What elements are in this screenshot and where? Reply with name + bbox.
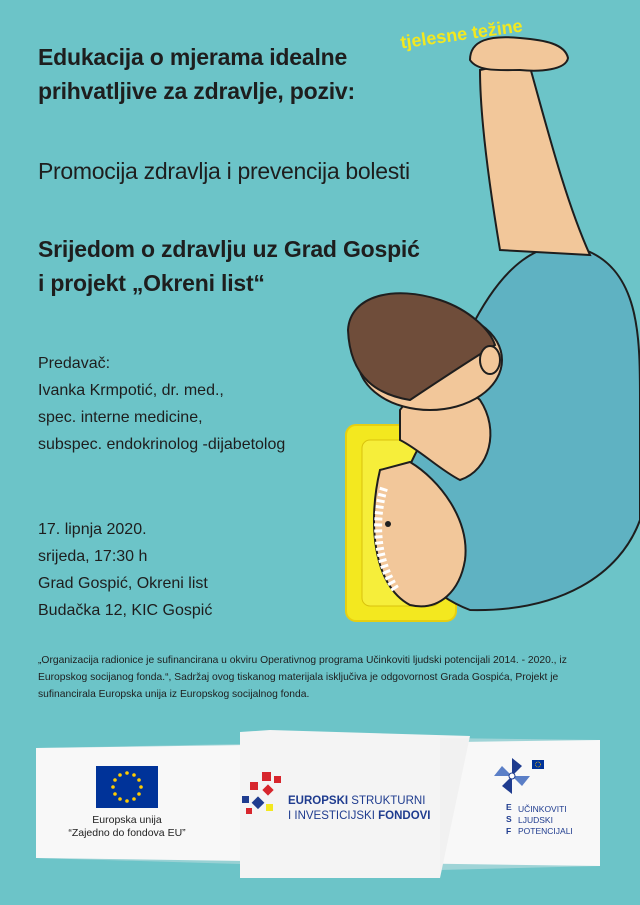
event-day-time: srijeda, 17:30 h [38, 548, 148, 565]
ljp-line1: UČINKOVITI [518, 804, 567, 814]
eu-flag-icon [96, 766, 158, 808]
event-date: 17. lipnja 2020. [38, 521, 147, 538]
lecturer-label: Predavač: [38, 355, 111, 372]
title-wavy-text: tjelesne težine [399, 15, 524, 53]
ljp-letter-s: S [506, 814, 512, 824]
ljp-letter-e: E [506, 802, 512, 812]
esif-line1 [288, 794, 425, 808]
event-organizer: Grad Gospić, Okreni list [38, 575, 208, 592]
esif-bold1: EUROPSKI [288, 795, 349, 807]
esif-squares-icon [240, 772, 286, 818]
eu-mini-flag-icon [532, 760, 544, 769]
title-wavy [399, 15, 524, 53]
ljp-letter-f: F [506, 826, 512, 836]
lecturer-spec2: subspec. endokrinolog -dijabetolog [38, 436, 286, 453]
title-line1: Edukacija o mjerama idealne [38, 44, 348, 70]
title [38, 40, 355, 108]
eu-logo [62, 766, 192, 840]
lecturer-info [38, 350, 285, 458]
esif-bold2: FONDOVI [378, 810, 431, 822]
leg [480, 60, 590, 255]
subtitle: Promocija zdravlja i prevencija bolesti [38, 158, 410, 184]
esif-line2 [288, 809, 431, 823]
disclaimer: „Organizacija radionice je sufinancirana u okviru Operativnog programa Učinkoviti ljudski potencijali 2014. - 2020., iz Europskog socijanog fonda.“, Sadržaj ovog tiskanog materijala isključiva je odgovornost Grada Gospića, Projekt je sufinancirala Europska unija iz Europskog socijalnog fonda. [38, 655, 567, 700]
ljp-line2: LJUDSKI [518, 815, 553, 825]
event-info [38, 516, 212, 624]
headline-line1: Srijedom o zdravlju uz Grad Gospić [38, 236, 420, 262]
headline [38, 232, 420, 300]
eu-line2: “Zajedno do fondova EU” [68, 827, 186, 839]
lecturer-name: Ivanka Krmpotić, dr. med., [38, 382, 224, 399]
pinwheel-icon [492, 756, 532, 796]
title-line2: prihvatljive za zdravlje, poziv: [38, 78, 355, 104]
event-address: Budačka 12, KIC Gospić [38, 602, 213, 619]
esif-reg2: I INVESTICIJSKI [288, 810, 379, 822]
headline-line2: i projekt „Okreni list“ [38, 270, 265, 296]
ljp-line3: POTENCIJALI [518, 826, 573, 836]
logo-band [0, 730, 640, 880]
eu-line1: Europska unija [92, 814, 162, 826]
lecturer-spec1: spec. interne medicine, [38, 409, 203, 426]
esif-reg1: STRUKTURNI [348, 795, 426, 807]
